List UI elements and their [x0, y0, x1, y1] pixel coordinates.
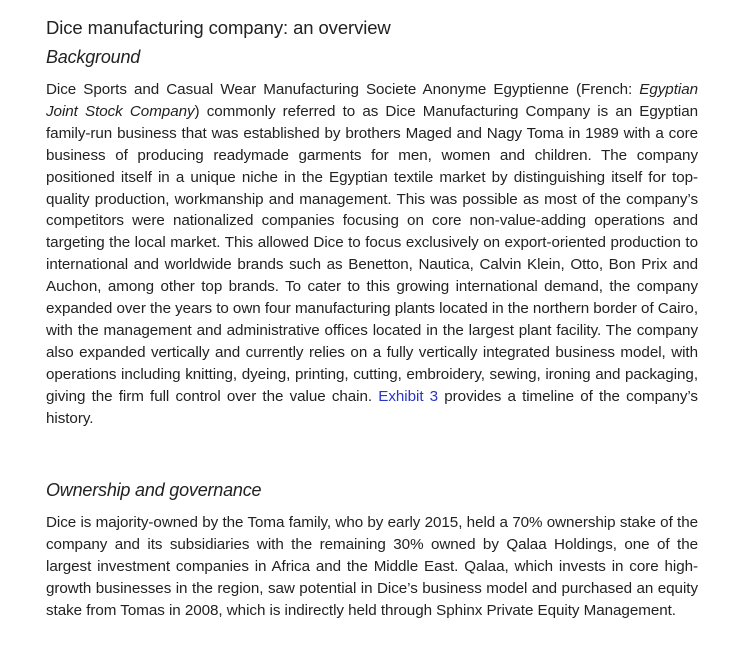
- exhibit-3-link[interactable]: Exhibit 3: [378, 387, 439, 405]
- section-heading-ownership: Ownership and governance: [46, 480, 262, 500]
- background-text-part-3: provides a timeline of the company’s history.: [46, 387, 698, 427]
- background-paragraph: [46, 79, 698, 430]
- section-heading-background: Background: [46, 47, 141, 67]
- ownership-paragraph: Dice is majority-owned by the Toma family, who by early 2015, held a 70% ownership stake of the company and its subsidiaries with the remaining 30% owned by Qalaa Holdings, one of the largest investment companies in Africa and the Middle East. Qalaa, which invests in core high-growth businesses in the region, saw potential in Dice’s business model and purchased an equity stake from Tomas in 2008, which is indirectly held through Sphinx Private Equity Management.: [46, 514, 698, 619]
- background-text-part-1: Dice Sports and Casual Wear Manufacturing Societe Anonyme Egyptienne (French:: [46, 81, 640, 98]
- page-title: Dice manufacturing company: an overview: [46, 17, 391, 38]
- background-text-part-2: ) commonly referred to as Dice Manufacturing Company is an Egyptian family-run business that was established by brothers Maged and Nagy Toma in 1989 with a core business of producing readymade garments for men, women and children. The company positioned itself in a unique niche in the Egyptian textile market by distinguishing itself for top-quality production, workmanship and management. This was possible as most of the company’s competitors were nationalized companies focusing on core non-value-adding operations and targeting the local market. This allowed Dice to focus exclusively on export-oriented production to international and worldwide brands such as Benetton, Nautica, Calvin Klein, Otto, Bon Prix and Auchon, among other top brands. To cater to this growing international demand, the company expanded over the years to own four manufacturing plants located in the northern border of Cairo, with the management and administrative offices located in the largest plant facility. The company also expanded vertically and currently relies on a fully vertically integrated business model, with operations including knitting, dyeing, printing, cutting, embroidery, sewing, ironing and packaging, giving the firm full control over the value chain.: [46, 102, 698, 405]
- background-italic-translation: Egyptian Joint Stock Company: [46, 81, 698, 120]
